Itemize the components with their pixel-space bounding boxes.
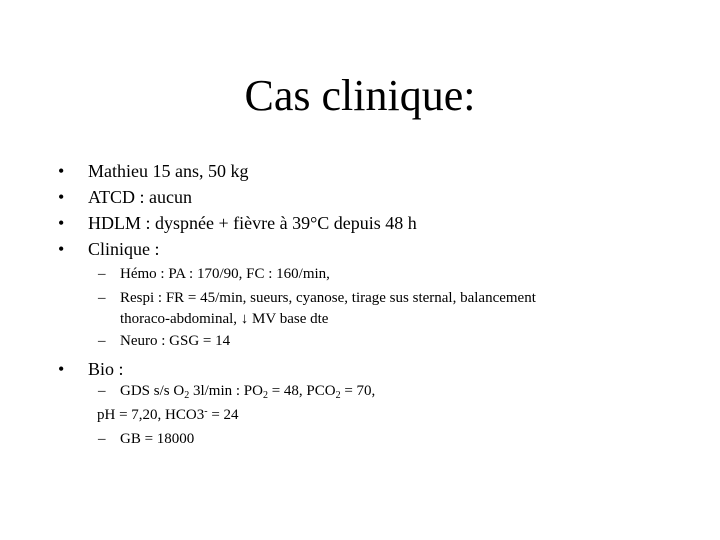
gb-line: GB = 18000 <box>120 431 195 447</box>
clinique-line: Clinique : <box>88 239 160 259</box>
dash-marker: – <box>98 333 106 349</box>
pco2-subscript: 2 <box>335 390 341 401</box>
gds-prefix: GDS s/s O <box>120 383 185 399</box>
slide-title: Cas clinique: <box>244 71 476 120</box>
dash-marker: – <box>98 290 106 306</box>
dash-marker: – <box>98 431 106 447</box>
bullet-marker: • <box>58 161 65 181</box>
gds-flow: 3l/min : PO <box>189 383 263 399</box>
bullet-marker: • <box>58 213 65 233</box>
bullet-marker: • <box>58 187 65 207</box>
hco3-superscript: - <box>204 406 208 417</box>
bullet-marker: • <box>58 359 65 379</box>
bullet-marker: • <box>58 239 65 259</box>
bio-line: Bio : <box>88 359 124 379</box>
hemo-line: Hémo : PA : 170/90, FC : 160/min, <box>120 266 330 282</box>
arrow-down-icon: ↓ <box>240 311 249 327</box>
neuro-line: Neuro : GSG = 14 <box>120 333 231 349</box>
po2-value: = 48, PCO <box>267 383 336 399</box>
respi-mv-text: MV base dte <box>248 311 329 327</box>
dash-marker: – <box>98 383 106 399</box>
gds-line <box>120 381 375 401</box>
hdlm-line: HDLM : dyspnée + fièvre à 39°C depuis 48 h <box>88 213 417 233</box>
ph-line <box>97 405 239 425</box>
o2-subscript: 2 <box>184 390 190 401</box>
respi-line-continued <box>120 309 328 329</box>
pco2-value: = 70, <box>340 383 376 399</box>
dash-marker: – <box>98 266 106 282</box>
respi-continuation-text: thoraco-abdominal, <box>120 311 241 327</box>
hco3-value: = 24 <box>207 407 239 423</box>
patient-line: Mathieu 15 ans, 50 kg <box>88 161 249 181</box>
ph-text: pH = 7,20, HCO3 <box>97 407 205 423</box>
atcd-line: ATCD : aucun <box>88 187 192 207</box>
respi-line: Respi : FR = 45/min, sueurs, cyanose, tirage sus sternal, balancement <box>120 290 536 306</box>
po2-subscript: 2 <box>262 390 268 401</box>
